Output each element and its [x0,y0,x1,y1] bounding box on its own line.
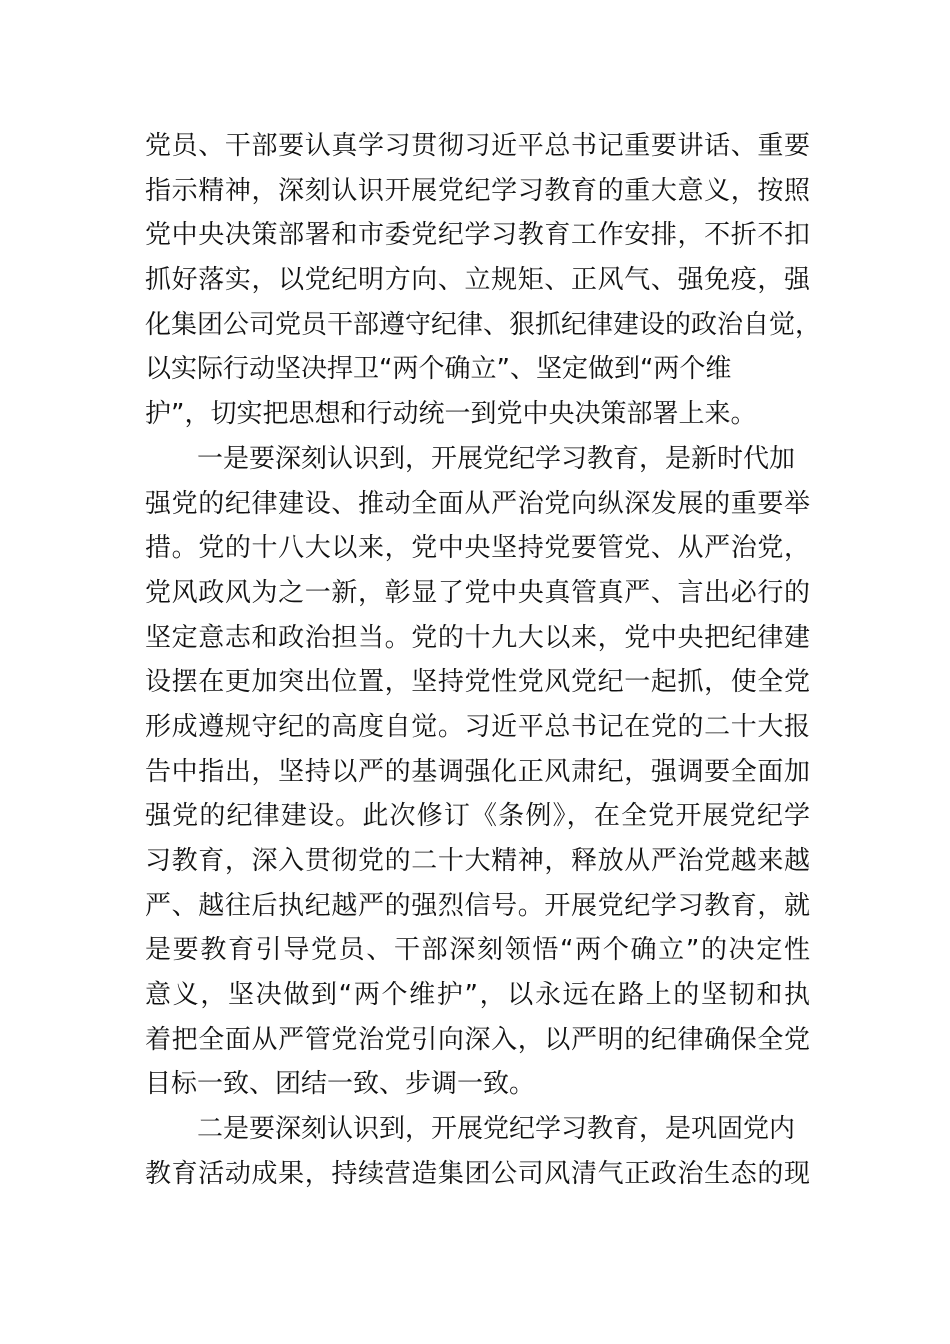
text-line: 严、越往后执纪越严的强烈信号。开展党纪学习教育，就 [145,890,810,921]
text-line: 目标一致、团结一致、步调一致。 [145,1069,536,1100]
text-line: 着把全面从严管党治党引向深入，以严明的纪律确保全党 [145,1024,810,1055]
text-line: 设摆在更加突出位置，坚持党性党风党纪一起抓，使全党 [145,667,810,698]
text-line: 强党的纪律建设。此次修订《条例》，在全党开展党纪学 [145,801,810,832]
text-line: 是要教育引导党员、干部深刻领悟“两个确立”的决定性 [145,935,810,966]
text-line: 形成遵规守纪的高度自觉。习近平总书记在党的二十大报 [145,711,810,742]
body-text [145,124,822,1197]
text-line: 二是要深刻认识到，开展党纪学习教育，是巩固党内 [197,1114,796,1145]
text-line: 抓好落实，以党纪明方向、立规矩、正风气、强免疫，强 [145,265,810,296]
text-line: 一是要深刻认识到，开展党纪学习教育，是新时代加 [197,443,796,474]
text-line: 意义，坚决做到“两个维护”，以永远在路上的坚韧和执 [145,980,810,1011]
text-line: 措。党的十八大以来，党中央坚持党要管党、从严治党， [145,533,810,564]
text-line: 坚定意志和政治担当。党的十九大以来，党中央把纪律建 [145,622,810,653]
text-line: 教育活动成果，持续营造集团公司风清气正政治生态的现 [145,1158,810,1189]
text-line: 强党的纪律建设、推动全面从严治党向纵深发展的重要举 [145,488,810,519]
text-line: 习教育，深入贯彻党的二十大精神，释放从严治党越来越 [145,846,810,876]
text-line: 党中央决策部署和市委党纪学习教育工作安排，不折不扣 [145,220,810,251]
text-line: 化集团公司党员干部遵守纪律、狠抓纪律建设的政治自觉， [145,309,822,340]
text-line: 指示精神，深刻认识开展党纪学习教育的重大意义，按照 [145,175,810,206]
text-line: 告中指出，坚持以严的基调强化正风肃纪，强调要全面加 [145,756,810,787]
text-line: 护”，切实把思想和行动统一到党中央决策部署上来。 [145,399,757,430]
text-line: 党员、干部要认真学习贯彻习近平总书记重要讲话、重要 [145,131,810,161]
text-line: 党风政风为之一新，彰显了党中央真管真严、言出必行的 [145,577,810,608]
text-line: 以实际行动坚决捍卫“两个确立”、坚定做到“两个维 [145,354,732,385]
